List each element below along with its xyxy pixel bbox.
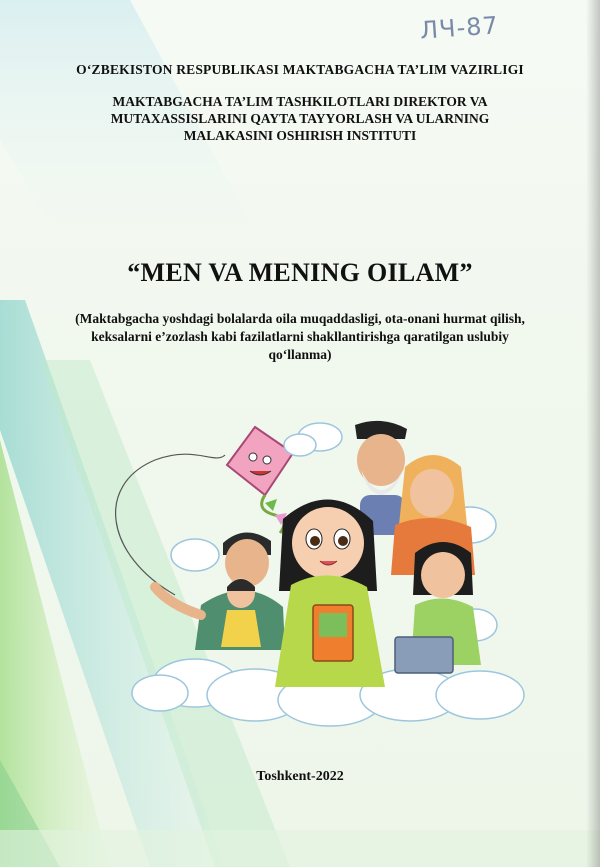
institute-line: MUTAXASSISLARINI QAYTA TAYYORLASH VA ULARNING [110, 111, 490, 126]
laptop-icon [395, 637, 453, 673]
subtitle-line: (Maktabgacha yoshdagi bolalarda oila muqaddasligi, ota-onani hurmat qilish, [75, 311, 525, 326]
page-edge-shadow [586, 0, 600, 867]
subtitle-line: keksalarni e’zozlash kabi fazilatlarni shakllantirishga qaratilgan uslubiy [91, 329, 509, 344]
kite-string [116, 454, 225, 595]
girl-figure [275, 499, 385, 687]
subtitle-line: qo‘llanma) [268, 347, 332, 362]
book-title: “MEN VA MENING OILAM” [127, 258, 473, 287]
institute-name [0, 93, 600, 144]
institute-line: MAKTABGACHA TA’LIM TASHKILOTLARI DIREKTOR VA [112, 94, 488, 109]
family-illustration [115, 415, 535, 735]
toddler-figure [221, 578, 261, 647]
institute-line: MALAKASINI OSHIRISH INSTITUTI [183, 128, 417, 143]
place-and-year: Toshkent-2022 [256, 769, 344, 784]
ministry-name: O‘ZBEKISTON RESPUBLIKASI MAKTABGACHA TA’LIM VAZIRLIGI [76, 62, 524, 77]
handwritten-mark: ЛЧ-87 [419, 11, 500, 45]
book-subtitle [0, 310, 600, 364]
kite-icon [227, 427, 293, 533]
